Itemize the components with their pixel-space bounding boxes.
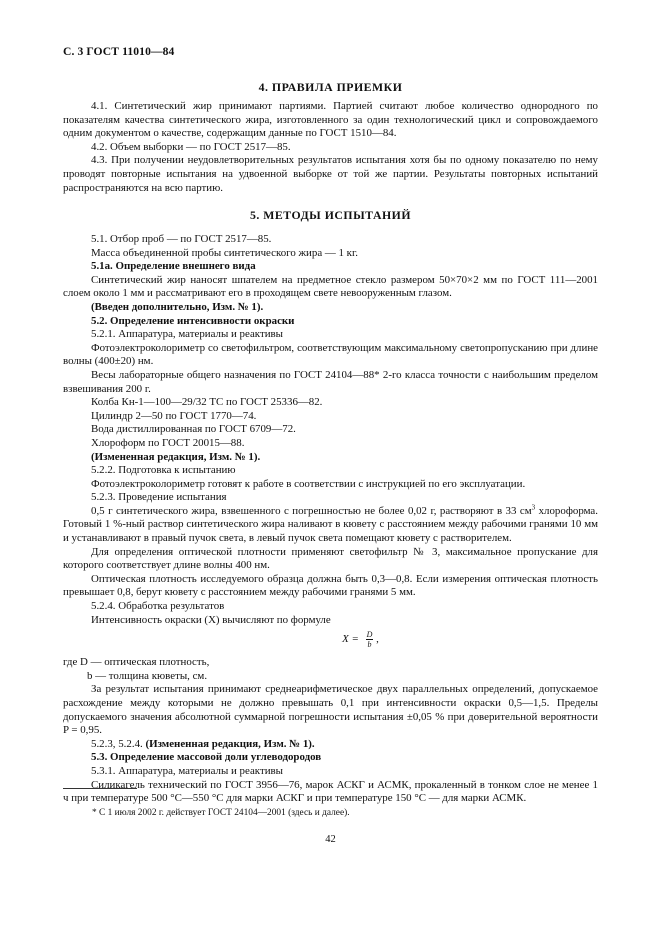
para-5-1-mass: Масса объединенной пробы синтетического жира — 1 кг. [91,246,358,259]
formula [123,630,598,650]
item-scales: Весы лабораторные общего назначения по ГОСТ 24104—88* 2-го класса точности с наибольшим пределом взвешивания 200 г. [63,368,598,395]
section-5-title: 5. МЕТОДЫ ИСПЫТАНИЙ [249,208,412,222]
heading-5-3: 5.3. Определение массовой доли углеводородов [91,751,322,764]
note-edit: (Измененная редакция, Изм. № 1). [145,737,315,750]
note-refs: 5.2.3, 5.2.4. [91,737,143,750]
para-5-1a: Синтетический жир наносят шпателем на предметное стекло размером 50×70×2 мм по ГОСТ 111—2001 слоем около 1 мм и рассматривают его в проходящем свете невооруженным глазом. [63,273,598,300]
para-5-2-3-text3: Оптическая плотность исследуемого образца должна быть 0,3—0,8. Если измерения оптическая плотность превышает 0,8, берут кювету с расстоянием между рабочими гранями 5 мм. [63,572,598,599]
para-5-2-2: 5.2.2. Подготовка к испытанию [91,464,236,477]
cube-superscript: 3 [531,503,536,512]
section-5-body [63,233,598,806]
note-5-1a: (Введен дополнительно, Изм. № 1). [91,300,264,313]
heading-5-1a: 5.1а. Определение внешнего вида [91,260,256,273]
footnote: * С 1 июля 2002 г. действует ГОСТ 24104—2001 (здесь и далее). [92,808,350,818]
para-5-2-4-text: Интенсивность окраски (X) вычисляют по формуле [91,613,331,626]
para-4-2: 4.2. Объем выборки — по ГОСТ 2517—85. [91,140,291,153]
para-5-3-1: 5.3.1. Аппаратура, материалы и реактивы [91,764,283,777]
where-b: b — толщина кюветы, см. [87,669,208,682]
item-cylinder: Цилиндр 2—50 по ГОСТ 1770—74. [91,409,257,422]
para-5-2-3-text1 [63,505,598,546]
item-water: Вода дистиллированная по ГОСТ 6709—72. [91,423,296,436]
item-photocolorimeter: Фотоэлектроколориметр со светофильтром, соответствующим максимальному светопропусканию при длине волны (400±20) нм. [63,341,598,368]
para-5-1: 5.1. Отбор проб — по ГОСТ 2517—85. [91,233,272,245]
para-5-2-1: 5.2.1. Аппаратура, материалы и реактивы [91,328,283,341]
para-5-3-1-text: Силикагель технический по ГОСТ 3956—76, марок АСКГ и АСМК, прокаленный в тонком слое не менее 1 ч при температуре 500 °С—550 °С для марки АСКГ и при температуре 150 °С — для марки АСМК. [63,778,598,805]
text1-pre: 0,5 г синтетического жира, взвешенного с погрешностью не более 0,02 г, растворяют в 33 см [91,504,532,517]
where-d: где D — оптическая плотность, [63,656,210,669]
item-chloroform: Хлороформ по ГОСТ 20015—88. [91,436,245,449]
page-header: С. 3 ГОСТ 11010—84 [63,45,175,58]
footnote-divider [63,788,137,789]
para-5-2-3: 5.2.3. Проведение испытания [91,491,227,504]
note-5-2-3-5-2-4 [63,738,598,752]
formula-tail: , [376,633,379,646]
para-4-3: 4.3. При получении неудовлетворительных результатов испытания хотя бы по одному показателю по нему проводят повторные испытания на удвоенной выборке от той же партии. Результаты повторных испытаний распространяются на всю партию. [63,154,598,194]
formula-lhs: X = [342,633,359,646]
text1-post: хлороформа. Готовый 1 %-ный раствор синтетического жира наливают в кювету с расстоянием между рабочими гранями 10 мм и устанавливают в правый пучок света, в левый пучок света помещают кювету с растворителем. [63,504,598,545]
para-5-2-3-text2: Для определения оптической плотности применяют светофильтр № 3, максимальное пропускание для которого соответствует длине волны 400 нм. [63,545,598,572]
page-number: 42 [325,834,336,845]
heading-5-2: 5.2. Определение интенсивности окраски [91,314,295,327]
note-5-2-1: (Измененная редакция, Изм. № 1). [91,450,261,463]
section-4-body [63,100,598,195]
para-4-1: 4.1. Синтетический жир принимают партиями. Партией считают любое количество однородного по показателям качества синтетического жира, изготовленного за один технологический цикл и сопровождаемого одним документом о качестве, содержащим данные по ГОСТ 1510—84. [63,100,598,140]
para-5-2-4-result: За результат испытания принимают среднеарифметическое двух параллельных определений, допускаемое расхождение между которыми не должно превышать 0,1 при интенсивности окраски 0,5—1,5. Пределы допускаемого значения абсолютной суммарной погрешности испытания ±0,05 % при доверительной вероятности P = 0,95. [63,683,598,737]
section-4-title: 4. ПРАВИЛА ПРИЕМКИ [258,80,403,94]
formula-fraction [366,630,374,649]
para-5-2-2-text: Фотоэлектроколориметр готовят к работе в соответствии с инструкцией по его эксплуатации. [91,477,526,490]
item-flask: Колба Кн-1—100—29/32 ТС по ГОСТ 25336—82. [91,396,323,409]
formula-denominator: b [367,640,372,650]
para-5-2-4: 5.2.4. Обработка результатов [91,600,225,613]
formula-numerator: D [366,630,373,640]
